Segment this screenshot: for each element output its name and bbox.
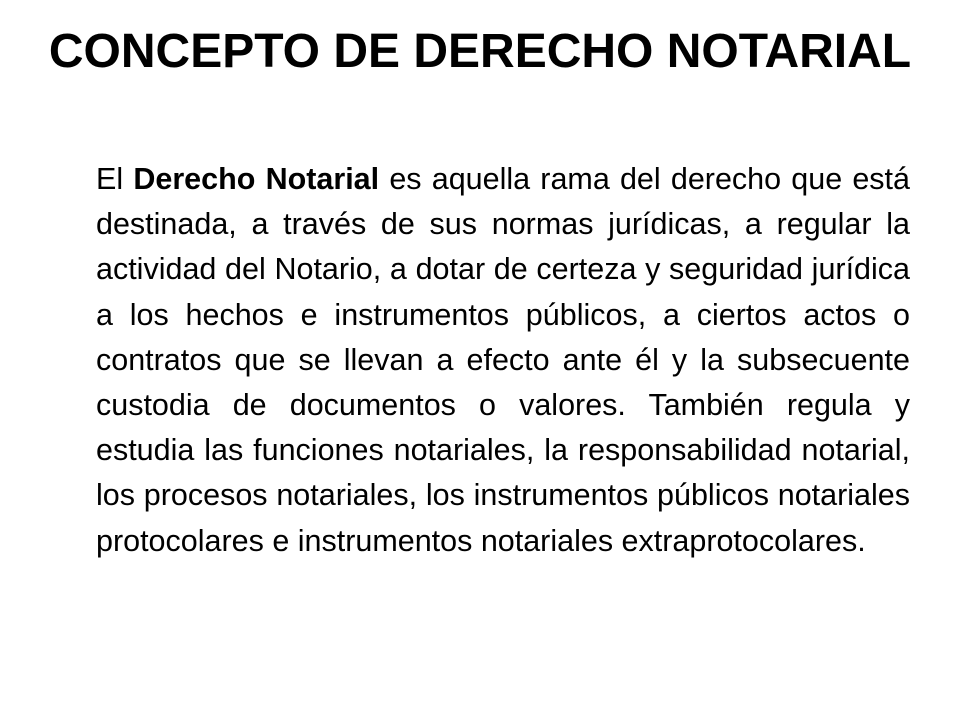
definition-intro: El	[96, 162, 124, 196]
definition-paragraph	[96, 157, 910, 564]
defined-term: Derecho Notarial	[133, 162, 380, 196]
slide-title: CONCEPTO DE DERECHO NOTARIAL	[48, 25, 912, 78]
definition-text: es aquella rama del derecho que está destinada, a través de sus normas jurídicas, a regular la actividad del Notario, a dotar de certeza y seguridad jurídica a los hechos e instrumentos públicos, a ciertos actos o contratos que se llevan a efecto ante él y la subsecuente custodia de documentos o valores. También regula y estudia las funciones notariales, la responsabilidad notarial, los procesos notariales, los instrumentos públicos notariales protocolares e instrumentos notariales extraprotocolares.	[96, 162, 910, 558]
